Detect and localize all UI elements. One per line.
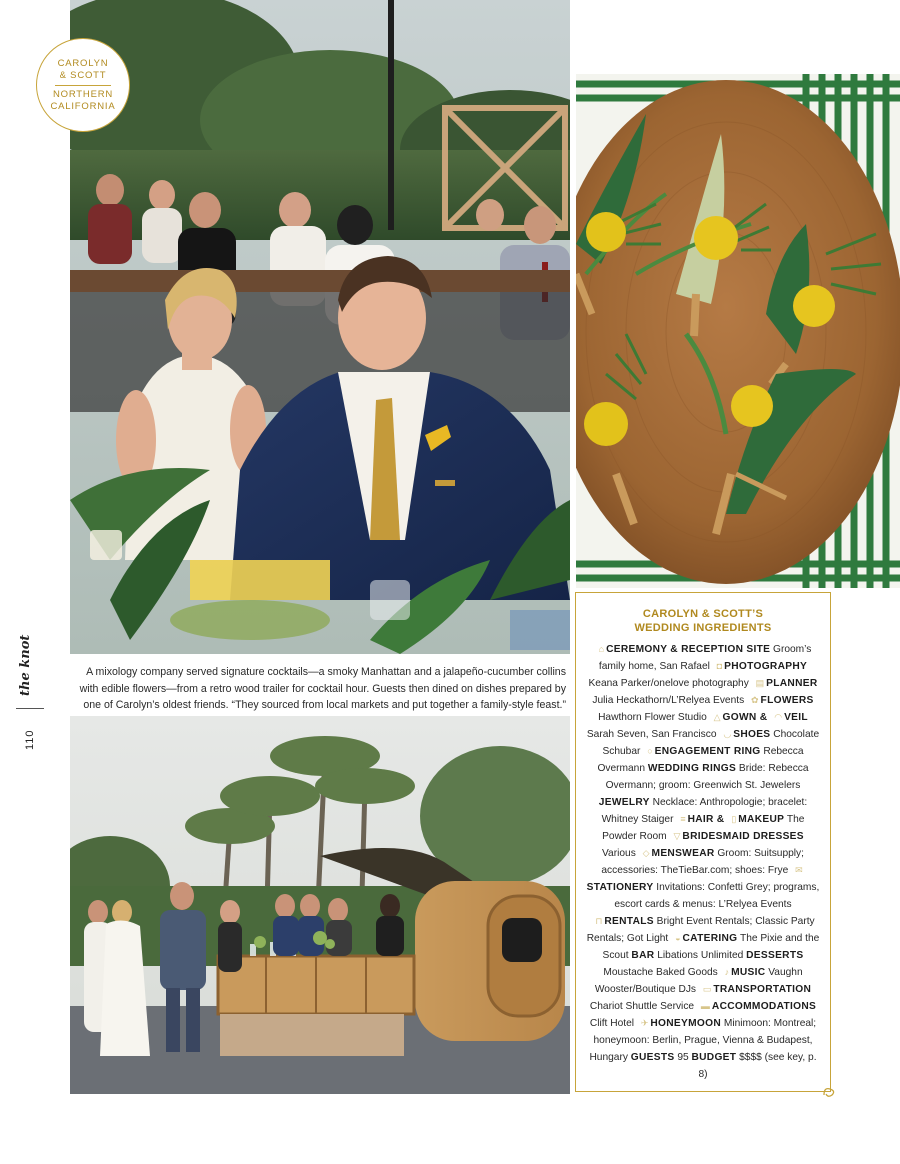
ingredient-category: FLOWERS bbox=[760, 695, 814, 706]
ingredient-vendor: Rebecca Overmann bbox=[597, 746, 804, 774]
ingredient-category: WEDDING RINGS bbox=[647, 763, 737, 774]
couple-location-badge bbox=[36, 38, 130, 132]
page-number: 110 bbox=[24, 729, 36, 750]
ingredient-vendor: The Powder Room bbox=[602, 814, 805, 842]
ingredient-vendor: Groom’s family home, San Rafael bbox=[598, 644, 812, 672]
ingredient-category: ENGAGEMENT RING bbox=[654, 746, 761, 757]
ingredient-vendor: Minimoon: Montreal; honeymoon: Berlin, Prague, Vienna & Budapest, Hungary bbox=[589, 1018, 817, 1063]
ingredient-category: MUSIC bbox=[731, 967, 766, 978]
ingredient-vendor: Sarah Seven, San Francisco bbox=[586, 729, 720, 740]
ingredient-vendor: Groom: Suitsupply; accessories: TheTieBar.com; shoes: Frye bbox=[601, 848, 804, 876]
badge-divider bbox=[55, 85, 111, 86]
suit-icon: ◇ bbox=[642, 848, 650, 858]
ingredient-category: STATIONERY bbox=[586, 882, 654, 893]
ingredient-category: RENTALS bbox=[604, 916, 654, 927]
badge-location-line2: CALIFORNIA bbox=[50, 100, 116, 112]
ingredient-vendor: Chocolate Schubar bbox=[602, 729, 820, 757]
folio-divider bbox=[16, 708, 44, 709]
camera-icon: ◘ bbox=[716, 661, 723, 671]
ingredient-category: PHOTOGRAPHY bbox=[724, 661, 808, 672]
boutonnieres-photo bbox=[576, 74, 900, 588]
ingredient-category: GOWN & bbox=[722, 712, 768, 723]
ingredient-vendor: Libations Unlimited bbox=[654, 950, 747, 961]
ingredients-title-line2: WEDDING INGREDIENTS bbox=[634, 622, 772, 634]
badge-location: NORTHERN bbox=[52, 88, 114, 100]
reception-guests-photo bbox=[70, 0, 570, 654]
ingredient-vendor: Invitations: Confetti Grey; programs, escort cards & menus: L’Relyea Events bbox=[614, 882, 820, 910]
house-icon: ⌂ bbox=[598, 644, 605, 654]
ingredient-category: BUDGET bbox=[691, 1052, 737, 1063]
dress-icon: ▽ bbox=[673, 831, 681, 841]
clipboard-icon: ▤ bbox=[755, 678, 765, 688]
veil-icon: ◠ bbox=[774, 712, 783, 722]
ingredient-category: BRIDESMAID DRESSES bbox=[682, 831, 804, 842]
ingredient-category: CEREMONY & RECEPTION SITE bbox=[606, 644, 771, 655]
ingredients-title bbox=[586, 607, 820, 635]
page-folio bbox=[16, 634, 46, 750]
comb-icon: ≡ bbox=[680, 814, 686, 824]
ingredient-category: DESSERTS bbox=[746, 950, 804, 961]
ingredients-title-line1: CAROLYN & SCOTT’S bbox=[642, 608, 764, 620]
shoe-icon: ◡ bbox=[723, 729, 732, 739]
ingredient-vendor: The Pixie and the Scout bbox=[602, 933, 820, 961]
swirl-ornament-icon bbox=[822, 1085, 838, 1099]
ingredient-vendor: $$$$ (see key, p. 8) bbox=[698, 1052, 817, 1080]
gown-icon: △ bbox=[713, 712, 721, 722]
bed-icon: ▬ bbox=[700, 1001, 710, 1011]
plane-icon: ✈ bbox=[640, 1018, 649, 1028]
ingredient-category: GUESTS bbox=[630, 1052, 675, 1063]
ingredient-vendor: Vaughn Wooster/Boutique DJs bbox=[594, 967, 803, 995]
ingredient-category: CATERING bbox=[682, 933, 738, 944]
ingredient-category: PLANNER bbox=[766, 678, 818, 689]
envelope-icon: ✉ bbox=[795, 865, 803, 875]
ingredient-category: SHOES bbox=[733, 729, 771, 740]
wedding-ingredients-box bbox=[575, 592, 831, 1092]
ingredient-vendor: Moustache Baked Goods bbox=[603, 967, 721, 978]
ingredient-vendor: Bride: Rebecca Overmann; groom: Greenwich St. Jewelers bbox=[605, 763, 809, 791]
photo-caption: A mixology company served signature cocktails—a smoky Manhattan and a jalapeño-cucumber collins with edible flowers—from a retro wood trailer for cocktail hour. Guests then dined on dishes prepared by one of Carolyn’s oldest friends. “They sourced from local markets and put together a family-style feast.” bbox=[79, 666, 566, 711]
flower-icon: ✿ bbox=[751, 695, 759, 705]
ingredient-vendor: Hawthorn Flower Studio bbox=[598, 712, 710, 723]
magazine-brand: the knot bbox=[18, 634, 33, 696]
ingredient-vendor: Chariot Shuttle Service bbox=[589, 1001, 697, 1012]
ingredients-list bbox=[586, 641, 820, 1083]
ingredient-category: HONEYMOON bbox=[650, 1018, 722, 1029]
badge-names-line2: & SCOTT bbox=[59, 69, 107, 81]
chair-icon: ⊓ bbox=[595, 916, 603, 926]
badge-names: CAROLYN bbox=[57, 57, 109, 69]
ingredient-category: JEWELRY bbox=[598, 797, 650, 808]
ingredient-vendor: Julia Heckathorn/L’Relyea Events bbox=[592, 695, 747, 706]
cocktail-trailer-photo bbox=[70, 716, 570, 1094]
ingredient-category: VEIL bbox=[784, 712, 808, 723]
music-icon: ♪ bbox=[724, 967, 730, 977]
ingredient-vendor: Various bbox=[602, 848, 639, 859]
ingredient-vendor: 95 bbox=[674, 1052, 692, 1063]
car-icon: ▭ bbox=[702, 984, 712, 994]
lipstick-icon: ▯ bbox=[731, 814, 737, 824]
ingredient-category: ACCOMMODATIONS bbox=[711, 1001, 817, 1012]
ingredient-vendor: Necklace: Anthropologie; bracelet: Whitney Staiger bbox=[601, 797, 808, 825]
ingredient-vendor: Keana Parker/onelove photography bbox=[588, 678, 752, 689]
ingredient-vendor: Bright Event Rentals; Classic Party Rentals; Got Light bbox=[586, 916, 815, 944]
ingredient-vendor: Clift Hotel bbox=[589, 1018, 637, 1029]
ingredient-category: BAR bbox=[631, 950, 655, 961]
ingredient-category: HAIR & bbox=[687, 814, 725, 825]
ingredient-category: MAKEUP bbox=[738, 814, 785, 825]
ingredient-category: TRANSPORTATION bbox=[713, 984, 812, 995]
ingredient-category: MENSWEAR bbox=[651, 848, 715, 859]
platter-icon: ◒ bbox=[675, 933, 681, 943]
ring-icon: ○ bbox=[647, 746, 653, 756]
